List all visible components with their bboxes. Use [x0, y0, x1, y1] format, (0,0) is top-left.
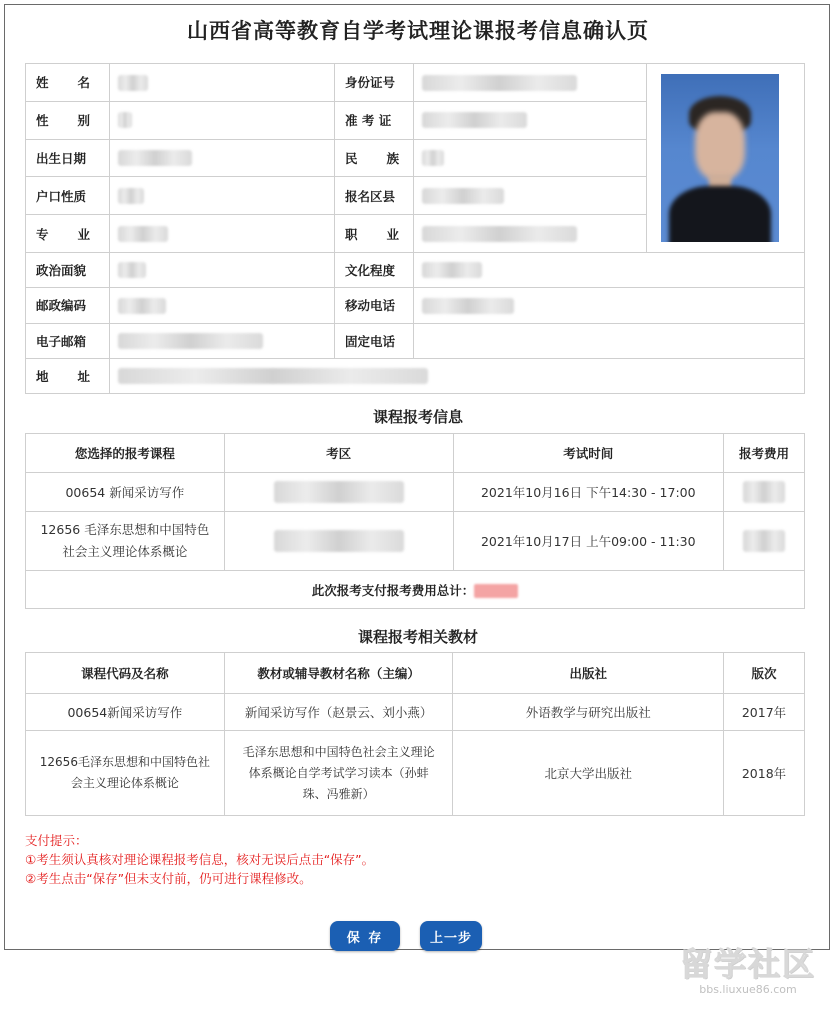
- course-fee: [724, 473, 805, 512]
- course-header-fee: 报考费用: [724, 434, 805, 473]
- course-district: [224, 473, 453, 512]
- course-name: 12656 毛泽东思想和中国特色 社会主义理论体系概论: [26, 512, 225, 571]
- course-time: 2021年10月16日 下午14:30 - 17:00: [453, 473, 724, 512]
- fee-total-value: [474, 584, 518, 598]
- label-reg-district: 报名区县: [335, 177, 414, 215]
- book-publisher: 外语教学与研究出版社: [453, 694, 724, 731]
- value-postal: [110, 288, 335, 323]
- course-name: 00654 新闻采访写作: [26, 473, 225, 512]
- course-time: 2021年10月17日 上午09:00 - 11:30: [453, 512, 724, 571]
- watermark-logo: 留学社区: [679, 945, 816, 983]
- course-table: [25, 433, 805, 609]
- label-education: 文化程度: [335, 253, 414, 288]
- fee-total-row: [26, 571, 805, 609]
- tips-line-2: ②考生点击“保存”但未支付前，仍可进行课程修改。: [25, 871, 312, 886]
- book-edition: 2018年: [724, 731, 805, 816]
- label-birth: 出生日期: [26, 139, 110, 177]
- value-birth: [110, 139, 335, 177]
- books-header-book: 教材或辅导教材名称（主编）: [224, 653, 453, 694]
- books-table: [25, 652, 805, 816]
- applicant-photo: [661, 74, 779, 242]
- save-button[interactable]: 保 存: [330, 921, 400, 951]
- label-address: 地 址: [26, 358, 110, 393]
- label-exam-ticket: 准 考 证: [335, 101, 414, 139]
- table-row: [26, 512, 805, 571]
- value-reg-district: [414, 177, 647, 215]
- value-education: [414, 253, 805, 288]
- tips-title: 支付提示：: [25, 833, 88, 848]
- book-title: 新闻采访写作（赵景云、刘小燕）: [224, 694, 453, 731]
- course-header-district: 考区: [224, 434, 453, 473]
- value-id-number: [414, 64, 647, 102]
- value-exam-ticket: [414, 101, 647, 139]
- course-header-course: 您选择的报考课程: [26, 434, 225, 473]
- fee-total-label: 此次报考支付报考费用总计：: [311, 582, 475, 598]
- value-gender: [110, 101, 335, 139]
- photo-cell: [647, 64, 805, 253]
- label-hukou: 户口性质: [26, 177, 110, 215]
- table-row: [26, 694, 805, 731]
- value-occupation: [414, 215, 647, 253]
- payment-tips: [25, 831, 374, 888]
- value-ethnicity: [414, 139, 647, 177]
- label-mobile: 移动电话: [335, 288, 414, 323]
- book-title: 毛泽东思想和中国特色社会主义理论 体系概论自学考试学习读本（孙蚌 珠、冯雅新）: [224, 731, 453, 816]
- value-hukou: [110, 177, 335, 215]
- table-row: [26, 473, 805, 512]
- label-id-number: 身份证号: [335, 64, 414, 102]
- books-header-edition: 版次: [724, 653, 805, 694]
- label-major: 专 业: [26, 215, 110, 253]
- label-name: 姓 名: [26, 64, 110, 102]
- course-district: [224, 512, 453, 571]
- prev-step-button[interactable]: 上一步: [420, 921, 482, 951]
- table-row: [26, 731, 805, 816]
- value-major: [110, 215, 335, 253]
- label-gender: 性 别: [26, 101, 110, 139]
- books-header-publisher: 出版社: [453, 653, 724, 694]
- confirmation-page: [4, 4, 830, 950]
- book-course: 12656毛泽东思想和中国特色社 会主义理论体系概论: [26, 731, 225, 816]
- value-email: [110, 323, 335, 358]
- label-political: 政治面貌: [26, 253, 110, 288]
- label-postal: 邮政编码: [26, 288, 110, 323]
- label-ethnicity: 民 族: [335, 139, 414, 177]
- value-political: [110, 253, 335, 288]
- label-email: 电子邮箱: [26, 323, 110, 358]
- label-occupation: 职 业: [335, 215, 414, 253]
- book-course: 00654新闻采访写作: [26, 694, 225, 731]
- value-mobile: [414, 288, 805, 323]
- value-address: [110, 358, 805, 393]
- book-edition: 2017年: [724, 694, 805, 731]
- site-watermark: [668, 944, 828, 1004]
- watermark-url: bbs.liuxue86.com: [699, 983, 797, 996]
- value-name: [110, 64, 335, 102]
- personal-info-table: [25, 63, 805, 394]
- book-publisher: 北京大学出版社: [453, 731, 724, 816]
- books-header-course: 课程代码及名称: [26, 653, 225, 694]
- books-section-title: 课程报考相关教材: [357, 628, 478, 646]
- label-landline: 固定电话: [335, 323, 414, 358]
- tips-line-1: ①考生须认真核对理论课程报考信息，核对无误后点击“保存”。: [25, 852, 375, 867]
- course-section-title: 课程报考信息: [372, 408, 463, 426]
- value-landline: [414, 323, 805, 358]
- course-header-time: 考试时间: [453, 434, 724, 473]
- page-title: 山西省高等教育自学考试理论课报考信息确认页: [187, 19, 649, 43]
- course-fee: [724, 512, 805, 571]
